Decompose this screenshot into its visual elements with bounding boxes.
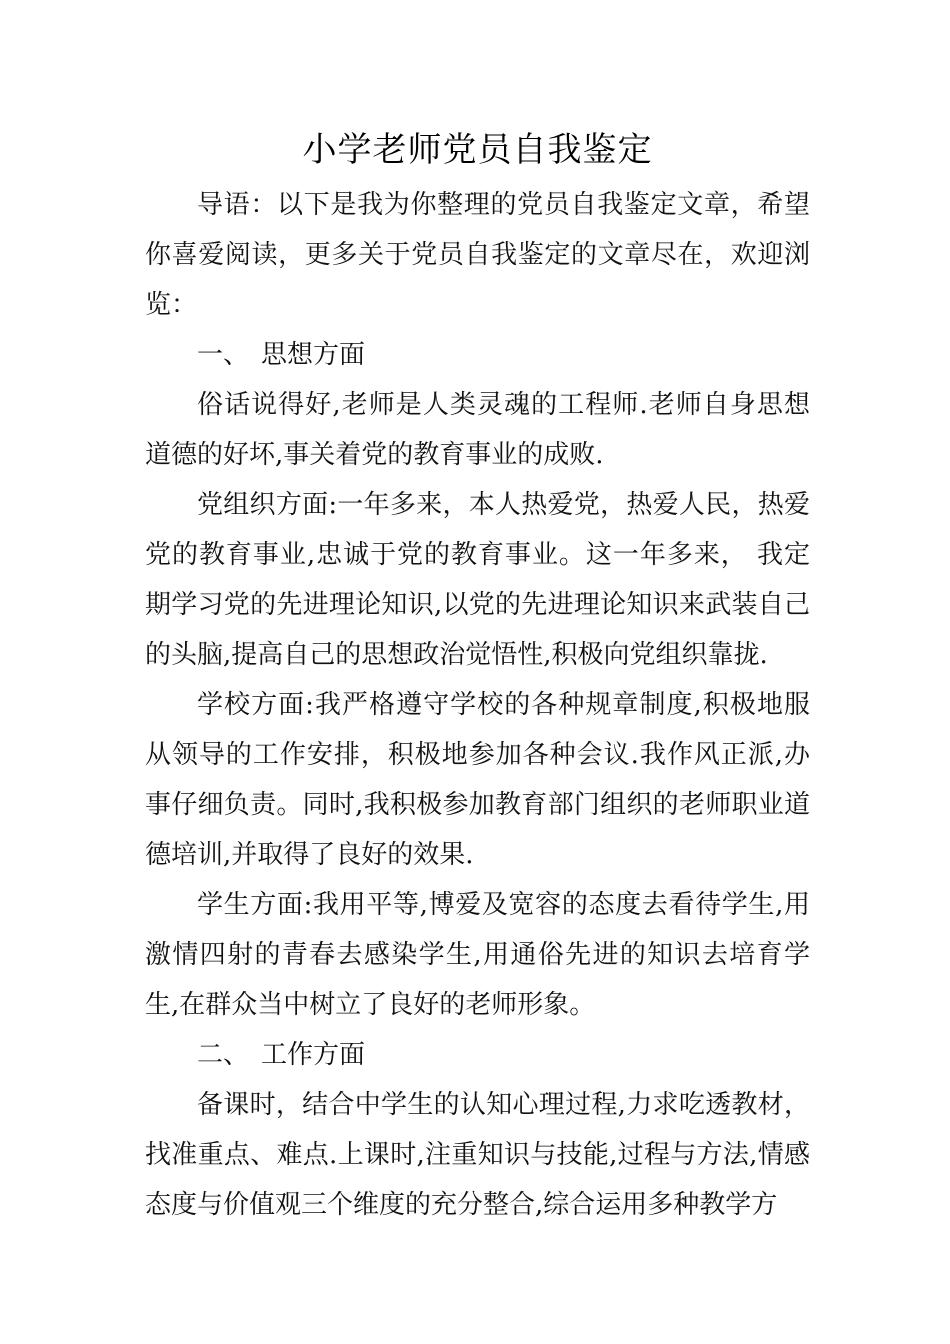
paragraph-1-4: 学生方面:我用平等,博爱及宽容的态度去看待学生,用激情四射的青春去感染学生,用通俗先进的知识去培育学生,在群众当中树立了良好的老师形象。 <box>145 890 810 1020</box>
document-title: 小学老师党员自我鉴定 <box>302 130 653 170</box>
document-page <box>145 120 810 1230</box>
section-title-2: 工作方面 <box>261 1040 366 1070</box>
paragraph-2-1: 备课时，结合中学生的认知心理过程,力求吃透教材，找准重点、难点.上课时,注重知识与技能,过程与方法,情感态度与价值观三个维度的充分整合,综合运用多种教学方 <box>145 1090 810 1220</box>
section-heading-2 <box>145 1030 810 1080</box>
section-title-1: 思想方面 <box>261 340 366 370</box>
section-number-2: 二、 <box>197 1040 250 1070</box>
section-number-1: 一、 <box>197 340 250 370</box>
paragraph-1-3: 学校方面:我严格遵守学校的各种规章制度,积极地服从领导的工作安排，积极地参加各种会议.我作风正派,办事仔细负责。同时,我积极参加教育部门组织的老师职业道德培训,并取得了良好的效果. <box>145 690 810 870</box>
paragraph-1-2: 党组织方面:一年多来，本人热爱党，热爱人民，热爱党的教育事业,忠诚于党的教育事业。这一年多来， 我定期学习党的先进理论知识,以党的先进理论知识来武装自己的头脑,提高自己的思想政治觉悟性,积极向党组织靠拢. <box>145 490 810 670</box>
intro-paragraph: 导语：以下是我为你整理的党员自我鉴定文章，希望你喜爱阅读，更多关于党员自我鉴定的文章尽在，欢迎浏览： <box>145 190 810 320</box>
paragraph-1-1: 俗话说得好,老师是人类灵魂的工程师.老师自身思想道德的好坏,事关着党的教育事业的成败. <box>145 390 810 470</box>
section-heading-1 <box>145 330 810 380</box>
